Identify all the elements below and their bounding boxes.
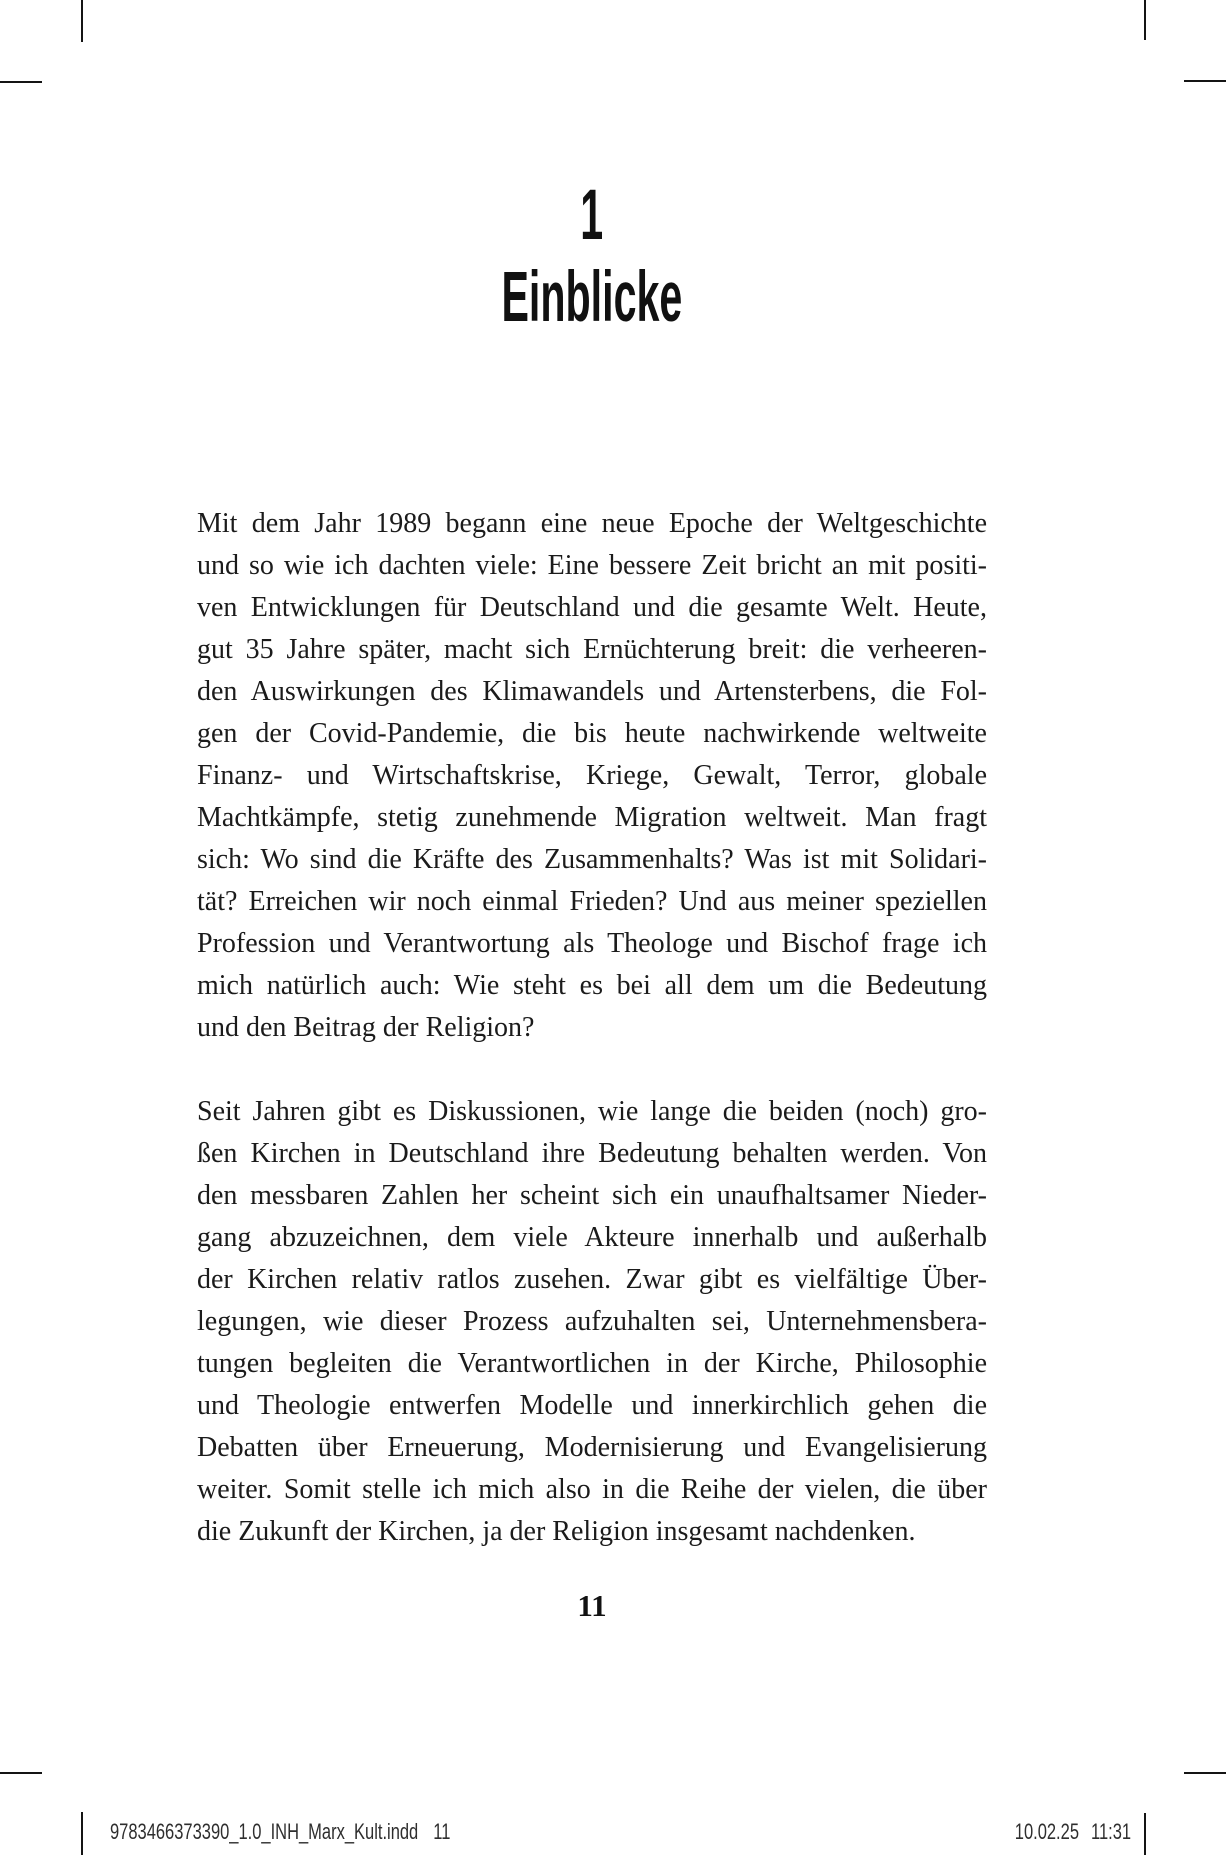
text-line: den Auswirkungen des Klimawandels und Artensterbens, die Fol- bbox=[197, 676, 987, 707]
text-line: der Kirchen relativ ratlos zusehen. Zwar gibt es vielfältige Über- bbox=[197, 1264, 987, 1295]
crop-mark-bottom-right-horizontal bbox=[1184, 1772, 1226, 1774]
text-line: legungen, wie dieser Prozess aufzuhalten sei, Unternehmensbera- bbox=[197, 1306, 987, 1337]
text-line: und Theologie entwerfen Modelle und innerkirchlich gehen die bbox=[197, 1390, 987, 1421]
text-line: ßen Kirchen in Deutschland ihre Bedeutung behalten werden. Von bbox=[197, 1138, 987, 1169]
crop-mark-top-right-vertical bbox=[1144, 0, 1146, 40]
chapter-number-text: 1 bbox=[580, 176, 604, 255]
text-line: gen der Covid-Pandemie, die bis heute nachwirkende weltweite bbox=[197, 718, 987, 749]
crop-mark-bottom-left-horizontal bbox=[0, 1772, 42, 1774]
crop-mark-bottom-right-vertical bbox=[1144, 1813, 1146, 1855]
crop-mark-bottom-left-vertical bbox=[81, 1812, 83, 1855]
text-line: den messbaren Zahlen her scheint sich ein unaufhaltsamer Nieder- bbox=[197, 1180, 987, 1211]
footer-timestamp bbox=[1015, 1820, 1131, 1843]
text-line: mich natürlich auch: Wie steht es bei all dem um die Bedeutung bbox=[197, 970, 987, 1001]
footer-filename: 9783466373390_1.0_INH_Marx_Kult.indd bbox=[110, 1819, 419, 1844]
crop-mark-top-right-horizontal bbox=[1184, 80, 1226, 82]
body-paragraph-1 bbox=[197, 503, 987, 1049]
body-paragraph-2 bbox=[197, 1091, 987, 1553]
chapter-number bbox=[197, 176, 987, 255]
text-line: Profession und Verantwortung als Theologe und Bischof frage ich bbox=[197, 928, 987, 959]
text-line: tät? Erreichen wir noch einmal Frieden? Und aus meiner speziellen bbox=[197, 886, 987, 917]
text-line: sich: Wo sind die Kräfte des Zusammenhalts? Was ist mit Solidari- bbox=[197, 844, 987, 875]
text-line: ven Entwicklungen für Deutschland und die gesamte Welt. Heute, bbox=[197, 592, 987, 623]
chapter-title bbox=[197, 258, 987, 337]
text-line: Seit Jahren gibt es Diskussionen, wie lange die beiden (noch) gro- bbox=[197, 1096, 987, 1127]
page-number: 11 bbox=[577, 1588, 607, 1623]
crop-mark-top-left-vertical bbox=[81, 0, 83, 42]
text-line: Machtkämpfe, stetig zunehmende Migration weltweit. Man fragt bbox=[197, 802, 987, 833]
text-line: Mit dem Jahr 1989 begann eine neue Epoche der Weltgeschichte bbox=[197, 508, 987, 539]
text-line: Finanz- und Wirtschaftskrise, Kriege, Gewalt, Terror, globale bbox=[197, 760, 987, 791]
text-line: tungen begleiten die Verantwortlichen in der Kirche, Philosophie bbox=[197, 1348, 987, 1379]
text-line: Debatten über Erneuerung, Modernisierung und Evangelisierung bbox=[197, 1432, 987, 1463]
text-line: und den Beitrag der Religion? bbox=[197, 1012, 535, 1043]
text-line: weiter. Somit stelle ich mich also in die Reihe der vielen, die über bbox=[197, 1474, 987, 1505]
crop-mark-top-left-horizontal bbox=[0, 81, 42, 83]
chapter-title-text: Einblicke bbox=[501, 258, 683, 337]
footer-file-info bbox=[110, 1820, 450, 1843]
footer-date: 10.02.25 bbox=[1014, 1819, 1079, 1844]
footer-page-ref: 11 bbox=[433, 1819, 451, 1844]
text-line: und so wie ich dachten viele: Eine bessere Zeit bricht an mit positi- bbox=[197, 550, 987, 581]
footer-time: 11:31 bbox=[1090, 1819, 1131, 1844]
text-line: gang abzuzeichnen, dem viele Akteure innerhalb und außerhalb bbox=[197, 1222, 987, 1253]
text-line: gut 35 Jahre später, macht sich Ernüchterung breit: die verheeren- bbox=[197, 634, 987, 665]
text-line: die Zukunft der Kirchen, ja der Religion insgesamt nachdenken. bbox=[197, 1516, 916, 1547]
